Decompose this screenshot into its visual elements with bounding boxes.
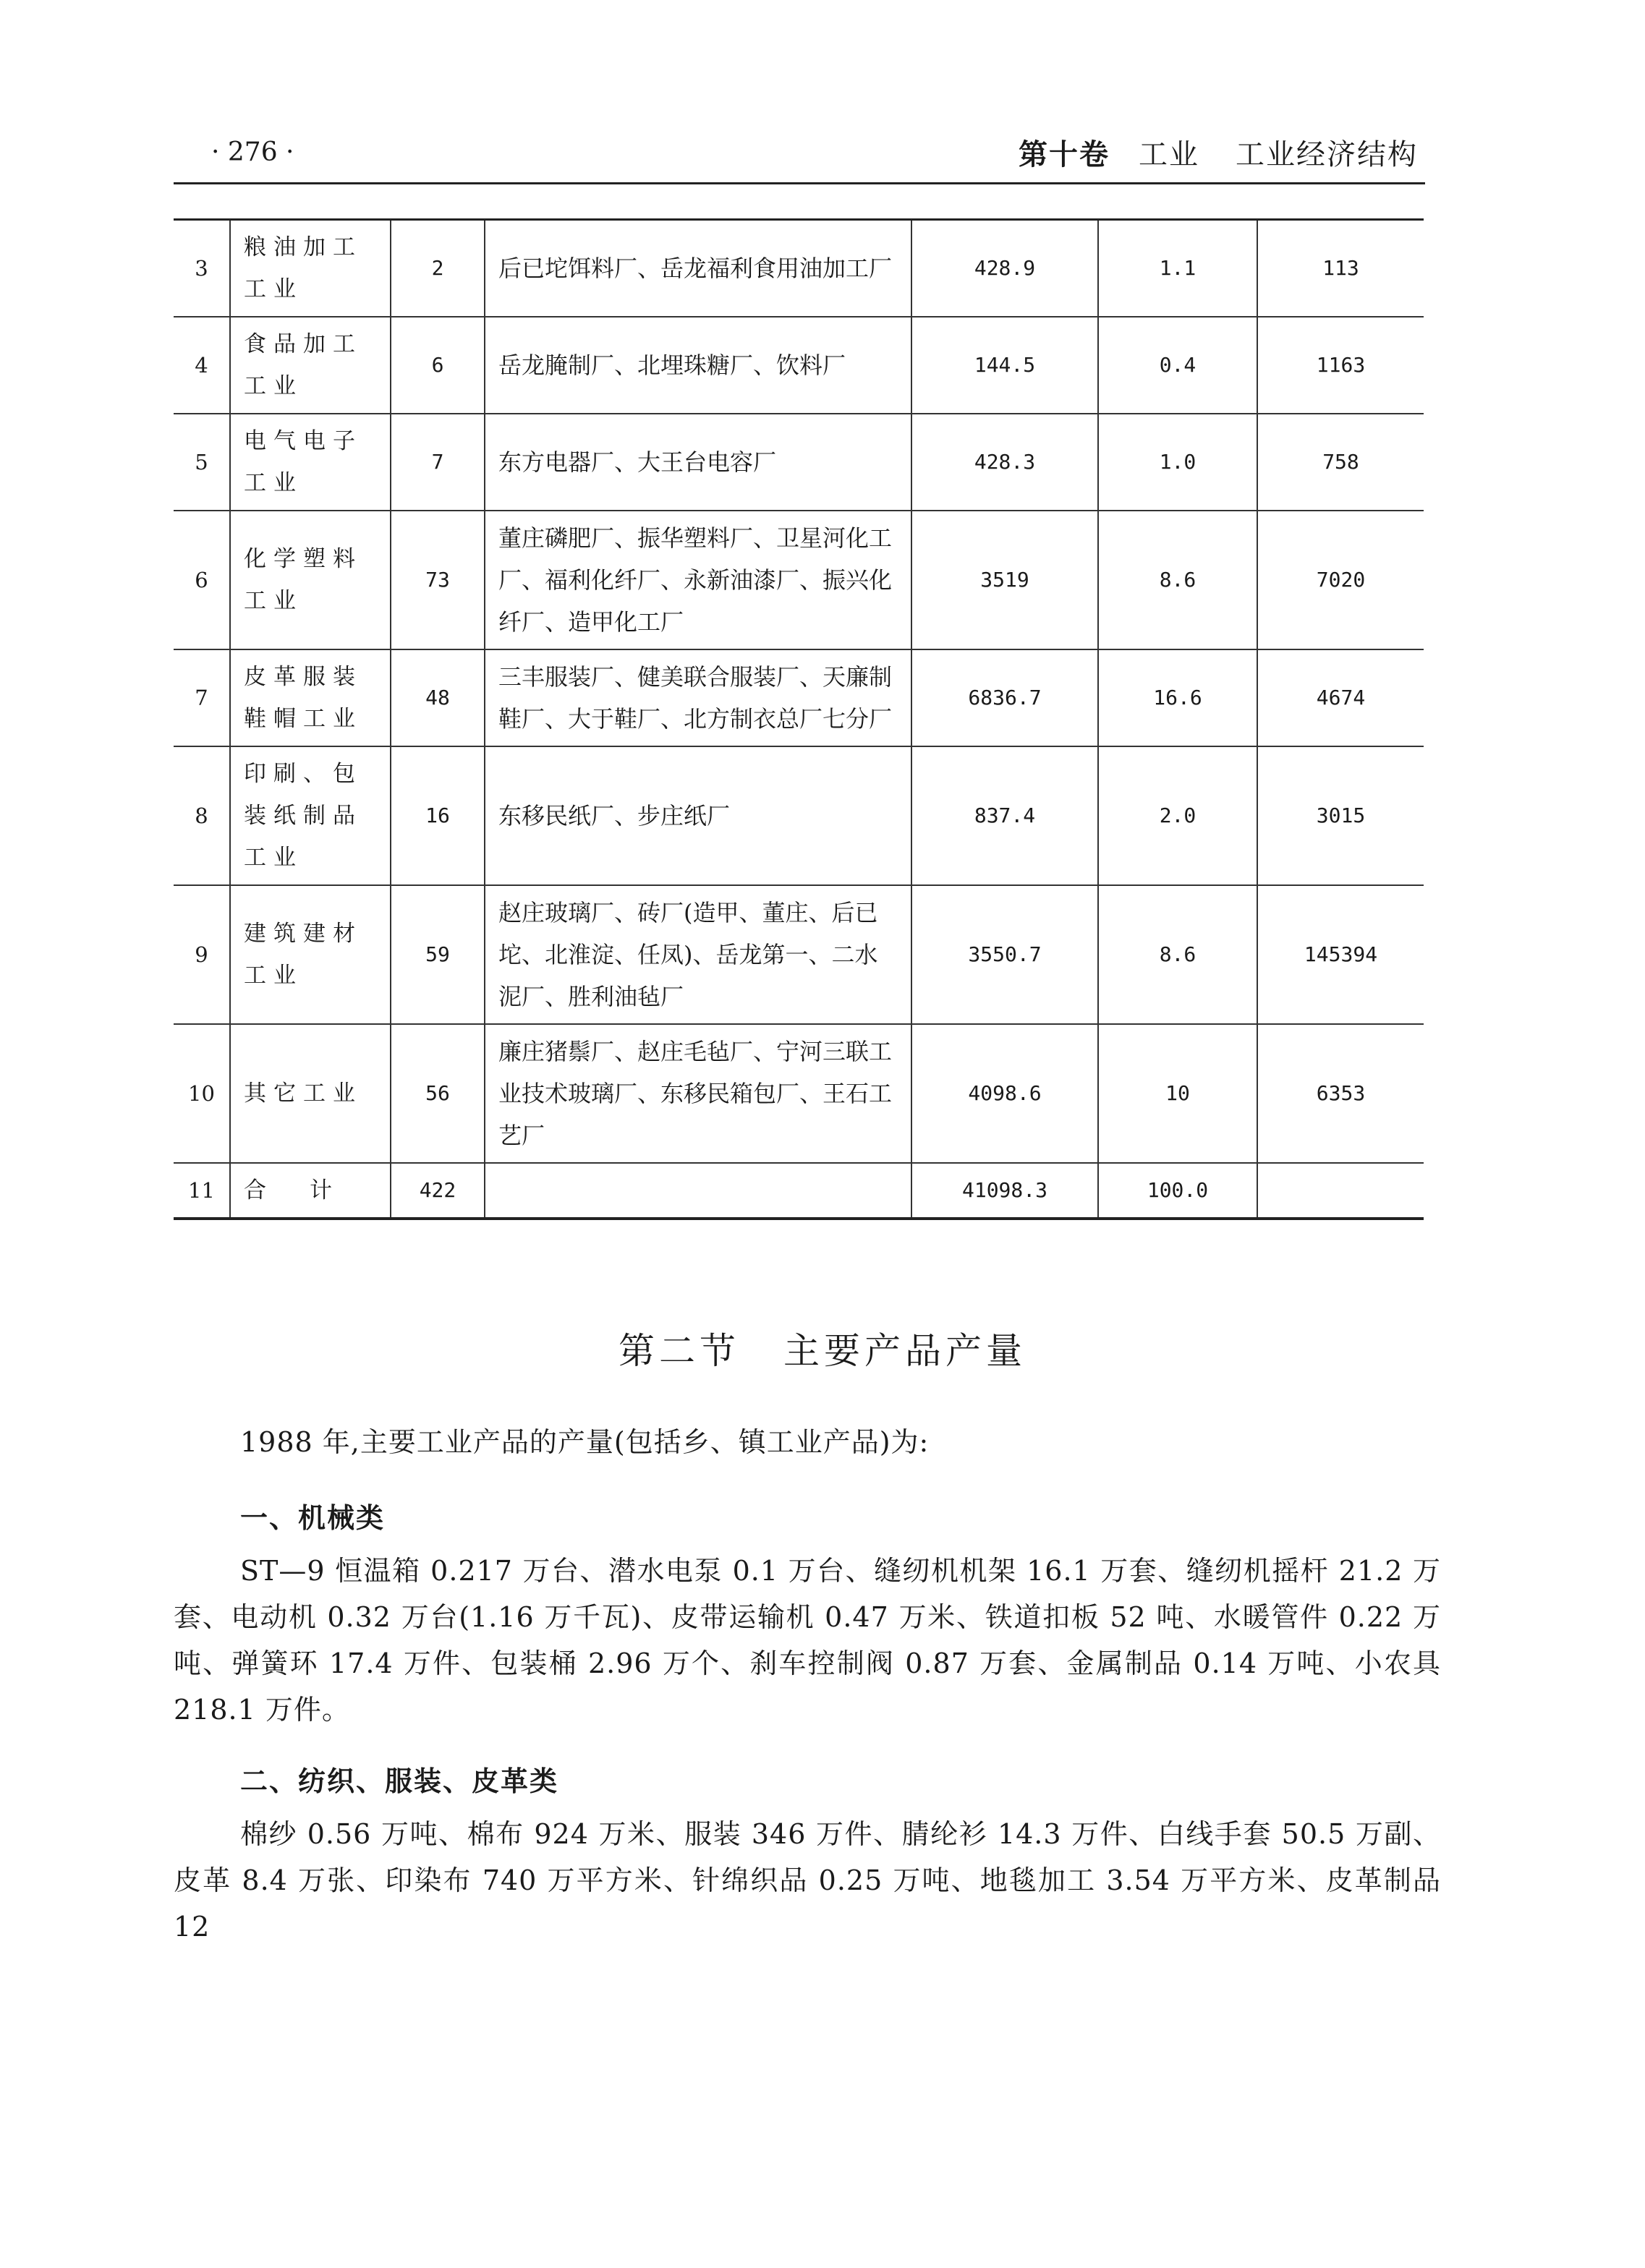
intro-paragraph: 1988 年,主要工业产品的产量(包括乡、镇工业产品)为: [240,1426,930,1458]
header-rule [174,182,1425,184]
subheading-machinery: 一、机械类 [240,1501,386,1534]
table-row: 7 皮革服装鞋帽工业 48 三丰服装厂、健美联合服装厂、天廉制鞋厂、大于鞋厂、北方制衣总厂七分厂 6836.7 16.6 4674 [174,649,1424,746]
table-row: 10 其它工业 56 廉庄猪鬃厂、赵庄毛毡厂、宁河三联工业技术玻璃厂、东移民箱包厂、王石工艺厂 4098.6 10 6353 [174,1024,1424,1163]
section-number: 第二节 [619,1330,740,1372]
subsection-label: 工业经济结构 [1236,138,1418,171]
table-row-total: 11 合计 422 41098.3 100.0 [174,1163,1424,1219]
section-title [0,1322,1645,1374]
industry-table [174,218,1424,1220]
section-label: 工业 [1139,138,1199,171]
table-row: 8 印刷、包装纸制品工业 16 东移民纸厂、步庄纸厂 837.4 2.0 3015 [174,746,1424,885]
table-row: 4 食品加工工业 6 岳龙腌制厂、北埋珠糖厂、饮料厂 144.5 0.4 1163 [174,317,1424,414]
textile-paragraph: 棉纱 0.56 万吨、棉布 924 万米、服装 346 万件、腈纶衫 14.3 万件、白线手套 50.5 万副、皮革 8.4 万张、印染布 740 万平方米、针绵织品 0.25 万吨、地毯加工 3.54 万平方米、皮革制品 12 [174,1818,1441,1943]
volume-label: 第十卷 [1019,137,1110,171]
table-row: 9 建筑建材工业 59 赵庄玻璃厂、砖厂(造甲、董庄、后已坨、北淮淀、任凤)、岳龙第一、二水泥厂、胜利油毡厂 3550.7 8.6 145394 [174,885,1424,1024]
subheading-textile: 二、纺织、服装、皮革类 [240,1765,559,1797]
running-title [1019,132,1418,173]
table-row: 3 粮油加工工业 2 后已坨饵料厂、岳龙福利食用油加工厂 428.9 1.1 113 [174,220,1424,317]
section-name: 主要产品产量 [783,1330,1026,1372]
page-number: · 276 · [211,137,294,167]
table-row: 5 电气电子工业 7 东方电器厂、大王台电容厂 428.3 1.0 758 [174,414,1424,511]
page-header [174,129,1440,181]
machinery-paragraph: ST—9 恒温箱 0.217 万台、潜水电泵 0.1 万台、缝纫机机架 16.1 万套、缝纫机摇杆 21.2 万套、电动机 0.32 万台(1.16 万千瓦)、皮带运输机 0.47 万米、铁道扣板 52 吨、水暖管件 0.22 万吨、弹簧环 17.4 万件、包装桶 2.96 万个、刹车控制阀 0.87 万套、金属制品 0.14 万吨、小农具 218.1 万件。 [174,1555,1441,1726]
table-row: 6 化学塑料工业 73 董庄磷肥厂、振华塑料厂、卫星河化工厂、福利化纤厂、永新油漆厂、振兴化纤厂、造甲化工厂 3519 8.6 7020 [174,511,1424,649]
